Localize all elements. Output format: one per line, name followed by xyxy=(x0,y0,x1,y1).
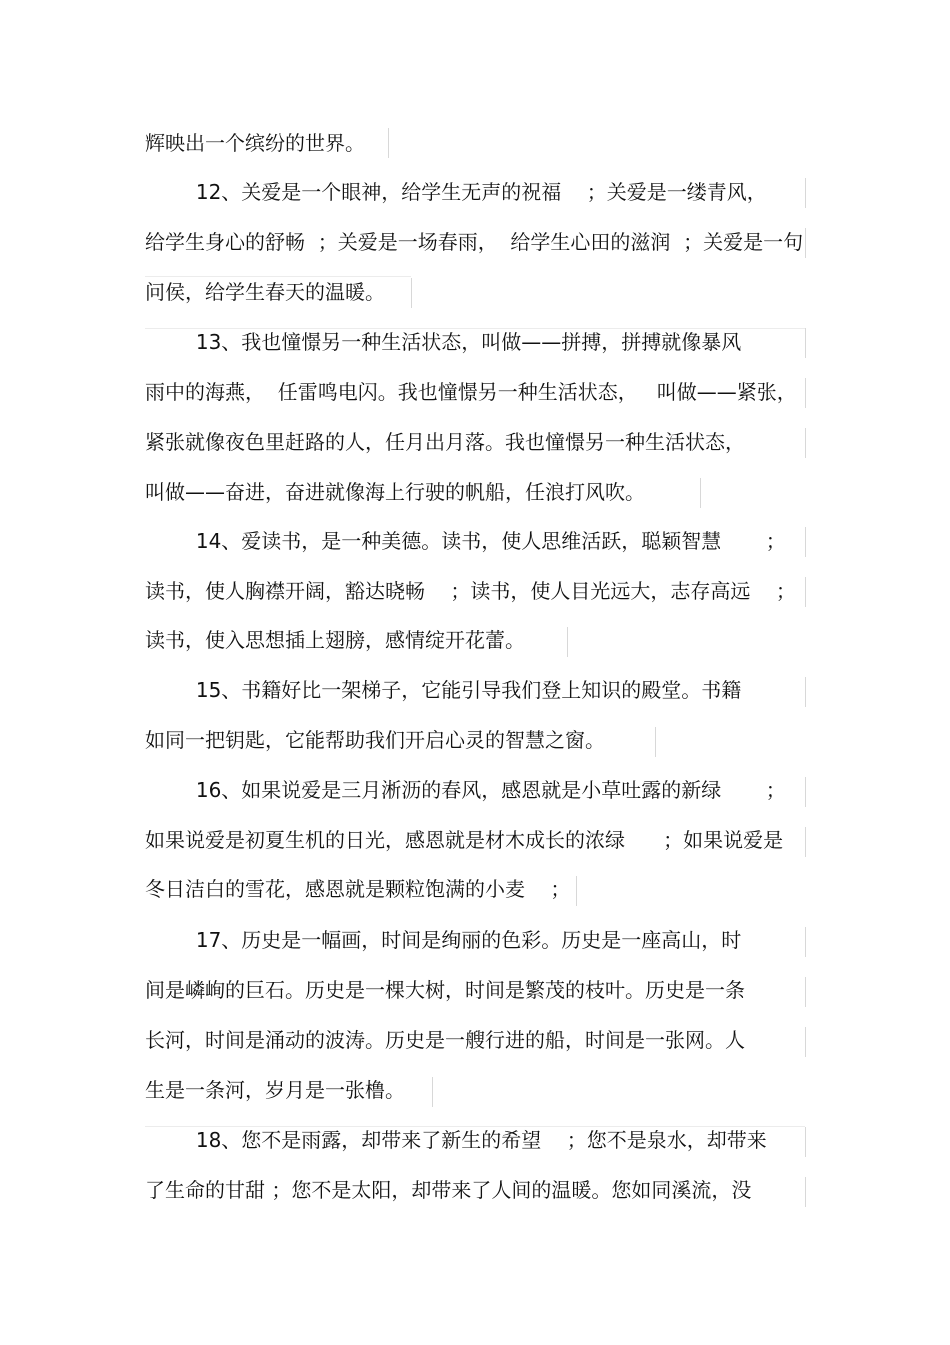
cell-border xyxy=(805,228,806,258)
text-line: 16、如果说爱是三月淅沥的春风，感恩就是小草吐露的新绿 ； xyxy=(145,778,786,802)
cell-border xyxy=(805,777,806,807)
cell-border xyxy=(805,428,806,458)
text-line: 如果说爱是初夏生机的日光，感恩就是材木成长的浓绿 ；如果说爱是 xyxy=(145,828,784,852)
text-line: 间是嶙峋的巨石。历史是一棵大树，时间是繁茂的枝叶。历史是一条 xyxy=(145,978,745,1002)
cell-border xyxy=(388,128,389,158)
text-line: 如同一把钥匙，它能帮助我们开启心灵的智慧之窗。 xyxy=(145,728,605,752)
cell-border xyxy=(805,1127,806,1157)
text-line: 了生命的甘甜 ；您不是太阳，却带来了人间的温暖。您如同溪流，没 xyxy=(145,1178,752,1202)
cell-border xyxy=(805,178,806,208)
cell-border xyxy=(805,927,806,957)
cell-border xyxy=(805,1027,806,1057)
text-line: 12、关爱是一个眼神，给学生无声的祝福 ；关爱是一缕青风， xyxy=(145,180,767,204)
text-line: 给学生身心的舒畅 ；关爱是一场春雨， 给学生心田的滋润 ；关爱是一句 xyxy=(145,230,804,254)
cell-border xyxy=(145,276,411,277)
text-line: 问侯，给学生春天的温暖。 xyxy=(145,280,385,304)
text-line: 紧张就像夜色里赶路的人，任月出月落。我也憧憬另一种生活状态， xyxy=(145,430,745,454)
text-line: 13、我也憧憬另一种生活状态，叫做——拼搏，拼搏就像暴风 xyxy=(145,330,742,354)
text-line: 长河，时间是涌动的波涛。历史是一艘行进的船，时间是一张网。人 xyxy=(145,1028,745,1052)
cell-border xyxy=(805,577,806,607)
cell-border xyxy=(805,677,806,707)
text-line: 冬日洁白的雪花，感恩就是颗粒饱满的小麦 ； xyxy=(145,877,571,901)
cell-border xyxy=(805,827,806,857)
cell-border xyxy=(145,328,805,329)
text-line: 14、爱读书，是一种美德。读书，使人思维活跃，聪颖智慧 ； xyxy=(145,529,786,553)
text-line: 读书，使入思想插上翅膀，感情绽开花蕾。 xyxy=(145,628,525,652)
cell-border xyxy=(432,1077,433,1107)
cell-border xyxy=(805,1177,806,1207)
text-line: 雨中的海燕， 任雷鸣电闪。我也憧憬另一种生活状态， 叫做——紧张， xyxy=(145,380,797,404)
cell-border xyxy=(700,478,701,508)
cell-border xyxy=(655,727,656,757)
cell-border xyxy=(567,627,568,657)
cell-border xyxy=(805,378,806,408)
text-line: 18、您不是雨露，却带来了新生的希望 ；您不是泉水，却带来 xyxy=(145,1128,767,1152)
text-line: 读书，使人胸襟开阔，豁达晓畅 ；读书，使人目光远大，志存高远 ； xyxy=(145,579,796,603)
text-line: 辉映出一个缤纷的世界。 xyxy=(145,131,365,155)
cell-border xyxy=(411,278,412,308)
cell-border xyxy=(805,328,806,358)
text-line: 叫做——奋进，奋进就像海上行驶的帆船，任浪打风吹。 xyxy=(145,480,645,504)
text-line: 生是一条河，岁月是一张橹。 xyxy=(145,1078,405,1102)
text-line: 17、历史是一幅画，时间是绚丽的色彩。历史是一座高山，时 xyxy=(145,928,742,952)
cell-border xyxy=(805,527,806,557)
text-line: 15、书籍好比一架梯子，它能引导我们登上知识的殿堂。书籍 xyxy=(145,678,742,702)
cell-border xyxy=(145,1126,805,1127)
cell-border xyxy=(805,977,806,1007)
cell-border xyxy=(576,876,577,906)
